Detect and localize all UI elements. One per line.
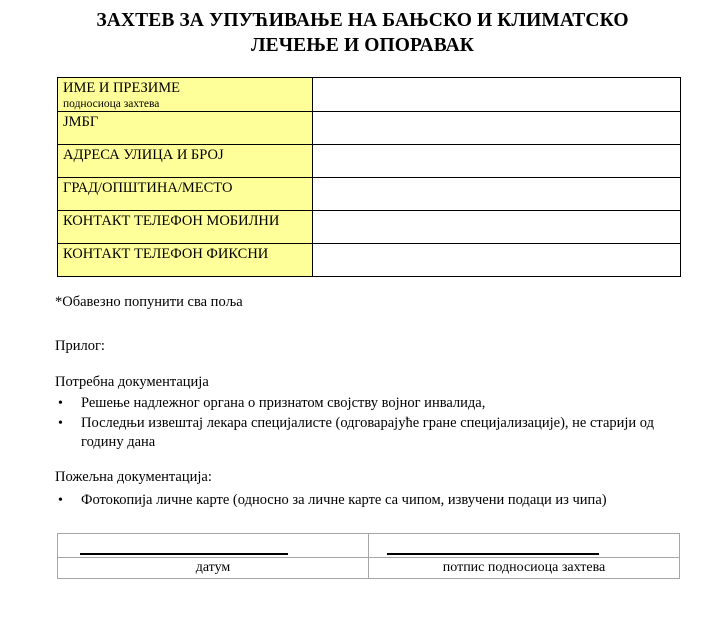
signature-table [57, 533, 680, 579]
field-input-full-name[interactable] [313, 78, 681, 112]
field-label-main: ЈМБГ [63, 114, 99, 130]
field-input-address[interactable] [313, 145, 681, 178]
field-label-address [58, 145, 313, 178]
attachment-label: Прилог: [55, 338, 105, 354]
field-input-landline-phone[interactable] [313, 244, 681, 277]
field-label-full-name [58, 78, 313, 112]
date-input[interactable] [58, 534, 369, 558]
page-title [55, 8, 670, 58]
date-caption: датум [58, 558, 369, 579]
table-row [58, 534, 680, 558]
table-row [58, 78, 681, 112]
field-label-city [58, 178, 313, 211]
field-label-main: АДРЕСА УЛИЦА И БРОЈ [63, 147, 224, 163]
field-label-main: ИМЕ И ПРЕЗИМЕ [63, 80, 180, 96]
table-row [58, 558, 680, 579]
table-row [58, 244, 681, 277]
field-input-mobile-phone[interactable] [313, 211, 681, 244]
signature-caption: потпис подносиоца захтева [369, 558, 680, 579]
required-docs-heading: Потребна документација [55, 374, 209, 390]
field-label-mobile-phone [58, 211, 313, 244]
bullet-icon: • [58, 416, 63, 431]
field-label-landline-phone [58, 244, 313, 277]
page-title-line-2: ЛЕЧЕЊЕ И ОПОРАВАК [250, 35, 475, 56]
table-row [58, 145, 681, 178]
table-row [58, 112, 681, 145]
table-row [58, 211, 681, 244]
mandatory-fields-note: *Обавезно попунити сва поља [55, 294, 243, 310]
desired-docs-heading: Пожељна документација: [55, 469, 212, 485]
desired-docs-list [55, 491, 655, 511]
list-item-text: Фотокопија личне карте (односно за личне карте са чипом, извучени подаци из чипа) [81, 492, 607, 508]
bullet-icon: • [58, 396, 63, 411]
applicant-form-table [57, 77, 681, 277]
list-item [55, 491, 655, 510]
signature-input[interactable] [369, 534, 680, 558]
field-label-main: ГРАД/ОПШТИНА/МЕСТО [63, 180, 233, 196]
table-row [58, 178, 681, 211]
list-item [55, 414, 655, 452]
field-label-jmbg [58, 112, 313, 145]
bullet-icon: • [58, 493, 63, 508]
field-label-main: КОНТАКТ ТЕЛЕФОН МОБИЛНИ [63, 213, 280, 229]
list-item-text: Решење надлежног органа о признатом својству војног инвалида, [81, 395, 486, 411]
field-input-jmbg[interactable] [313, 112, 681, 145]
field-label-sub: подносиоца захтева [63, 98, 160, 110]
list-item-text: Последњи извештај лекара специјалисте (одговарајуће гране специјализације), не старији од годину дана [81, 415, 655, 450]
required-docs-list [55, 394, 655, 453]
date-signature-rule [80, 553, 288, 555]
list-item [55, 394, 655, 413]
field-label-main: КОНТАКТ ТЕЛЕФОН ФИКСНИ [63, 246, 269, 262]
field-input-city[interactable] [313, 178, 681, 211]
page-title-line-1: ЗАХТЕВ ЗА УПУЋИВАЊЕ НА БАЊСКО И КЛИМАТСКО [96, 10, 629, 31]
applicant-signature-rule [387, 553, 599, 555]
